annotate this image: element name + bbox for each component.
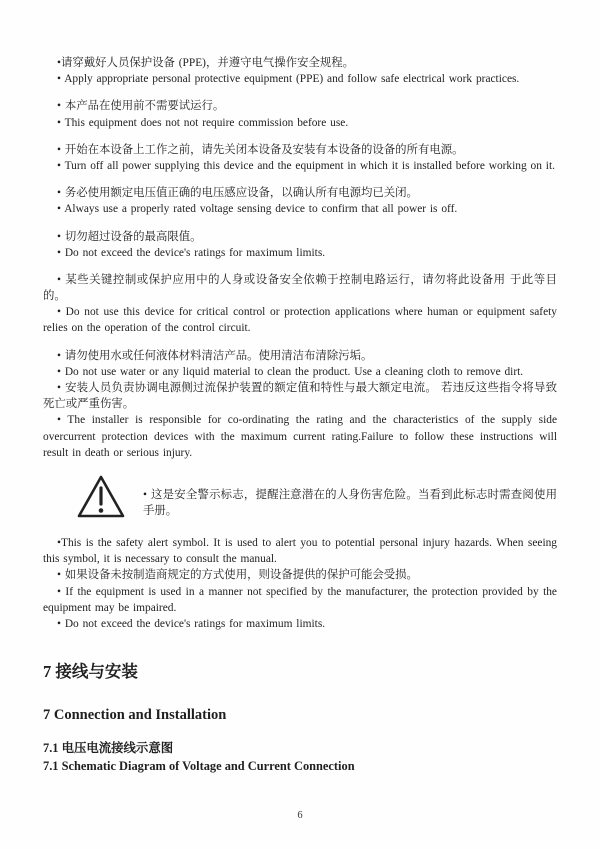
safety-bullet-4-zh: • 务必使用额定电压值正确的电压感应设备，以确认所有电源均已关闭。: [57, 187, 418, 200]
warning-triangle-icon: [75, 473, 127, 520]
safety-bullet-pair-4: [43, 185, 557, 217]
safety-bullet-6-en: • Do not use this device for critical control or protection applications where human or equipment safety relies on the operation of the control circuit.: [43, 306, 557, 335]
safety-bullet-9-en: • If the equipment is used in a manner not specified by the manufacturer, the protection provided by the equipment may be impaired.: [43, 585, 557, 614]
page-number: 6: [297, 810, 303, 821]
subsection-heading-en: 7.1 Schematic Diagram of Voltage and Current Connection: [43, 758, 355, 773]
safety-bullet-8-zh: • 安装人员负责协调电源侧过流保护装置的额定值和特性与最大额定电流。 若违反这些指令将导致死亡或严重伤害。: [43, 382, 557, 411]
safety-bullet-pair-6: [43, 272, 557, 337]
section-heading-zh: 7 接线与安装: [43, 662, 138, 682]
safety-bullet-5-zh: • 切勿超过设备的最高限值。: [57, 230, 202, 243]
safety-alert-block: [75, 473, 557, 520]
safety-bullet-8-en: • The installer is responsible for co-ordinating the rating and the characteristics of the supply side overcurrent protection devices with the maximum current rating.Failure to follow these instructions will result in death or serious injury.: [43, 414, 557, 459]
safety-bullet-pair-9: [43, 567, 557, 616]
safety-bullet-1-zh: •请穿戴好人员保护设备 (PPE)，并遵守电气操作安全规程。: [57, 57, 355, 69]
safety-bullet-pair-7: [43, 348, 557, 380]
safety-bullet-3-zh: • 开始在本设备上工作之前，请先关闭本设备及安装有本设备的设备的所有电源。: [57, 143, 464, 156]
safety-bullet-1-en: • Apply appropriate personal protective equipment (PPE) and follow safe electrical work practices.: [57, 73, 520, 86]
subsection-heading-zh: 7.1 电压电流接线示意图: [43, 741, 174, 756]
safety-bullet-5-en: • Do not exceed the device's ratings for maximum limits.: [57, 246, 326, 259]
safety-bullet-3-en: • Turn off all power supplying this device and the equipment in which it is installed before working on it.: [57, 159, 555, 172]
safety-bullet-6-zh: • 某些关键控制或保护应用中的人身或设备安全依赖于控制电路运行，请勿将此设备用 于此等目的。: [43, 273, 557, 303]
final-note: • Do not exceed the device's ratings for maximum limits.: [57, 617, 326, 630]
safety-bullet-2-en: • This equipment does not not require commission before use.: [57, 116, 349, 129]
safety-alert-en: •This is the safety alert symbol. It is used to alert you to potential personal injury hazards. When seeing this symbol, it is necessary to consult the manual.: [43, 536, 557, 566]
safety-bullet-pair-8: [43, 380, 557, 461]
safety-bullet-pair-2: [43, 98, 557, 130]
safety-bullet-pair-3: [43, 142, 557, 174]
safety-bullet-4-en: • Always use a properly rated voltage sensing device to confirm that all power is off.: [57, 203, 458, 216]
safety-bullet-2-zh: • 本产品在使用前不需要试运行。: [57, 100, 225, 113]
safety-alert-zh: • 这是安全警示标志，提醒注意潜在的人身伤害危险。当看到此标志时需查阅使用手册。: [143, 488, 557, 517]
safety-bullet-pair-5: [43, 229, 557, 261]
safety-bullet-9-zh: • 如果设备未按制造商规定的方式使用，则设备提供的保护可能会受损。: [57, 569, 418, 582]
section-heading-en: 7 Connection and Installation: [43, 706, 227, 723]
safety-bullet-7-en: • Do not use water or any liquid material to clean the product. Use a cleaning cloth to remove dirt.: [57, 365, 524, 378]
safety-bullet-7-zh: • 请勿使用水或任何液体材料清洁产品。使用清洁布清除污垢。: [57, 349, 373, 362]
safety-bullet-pair-1: [43, 55, 557, 87]
